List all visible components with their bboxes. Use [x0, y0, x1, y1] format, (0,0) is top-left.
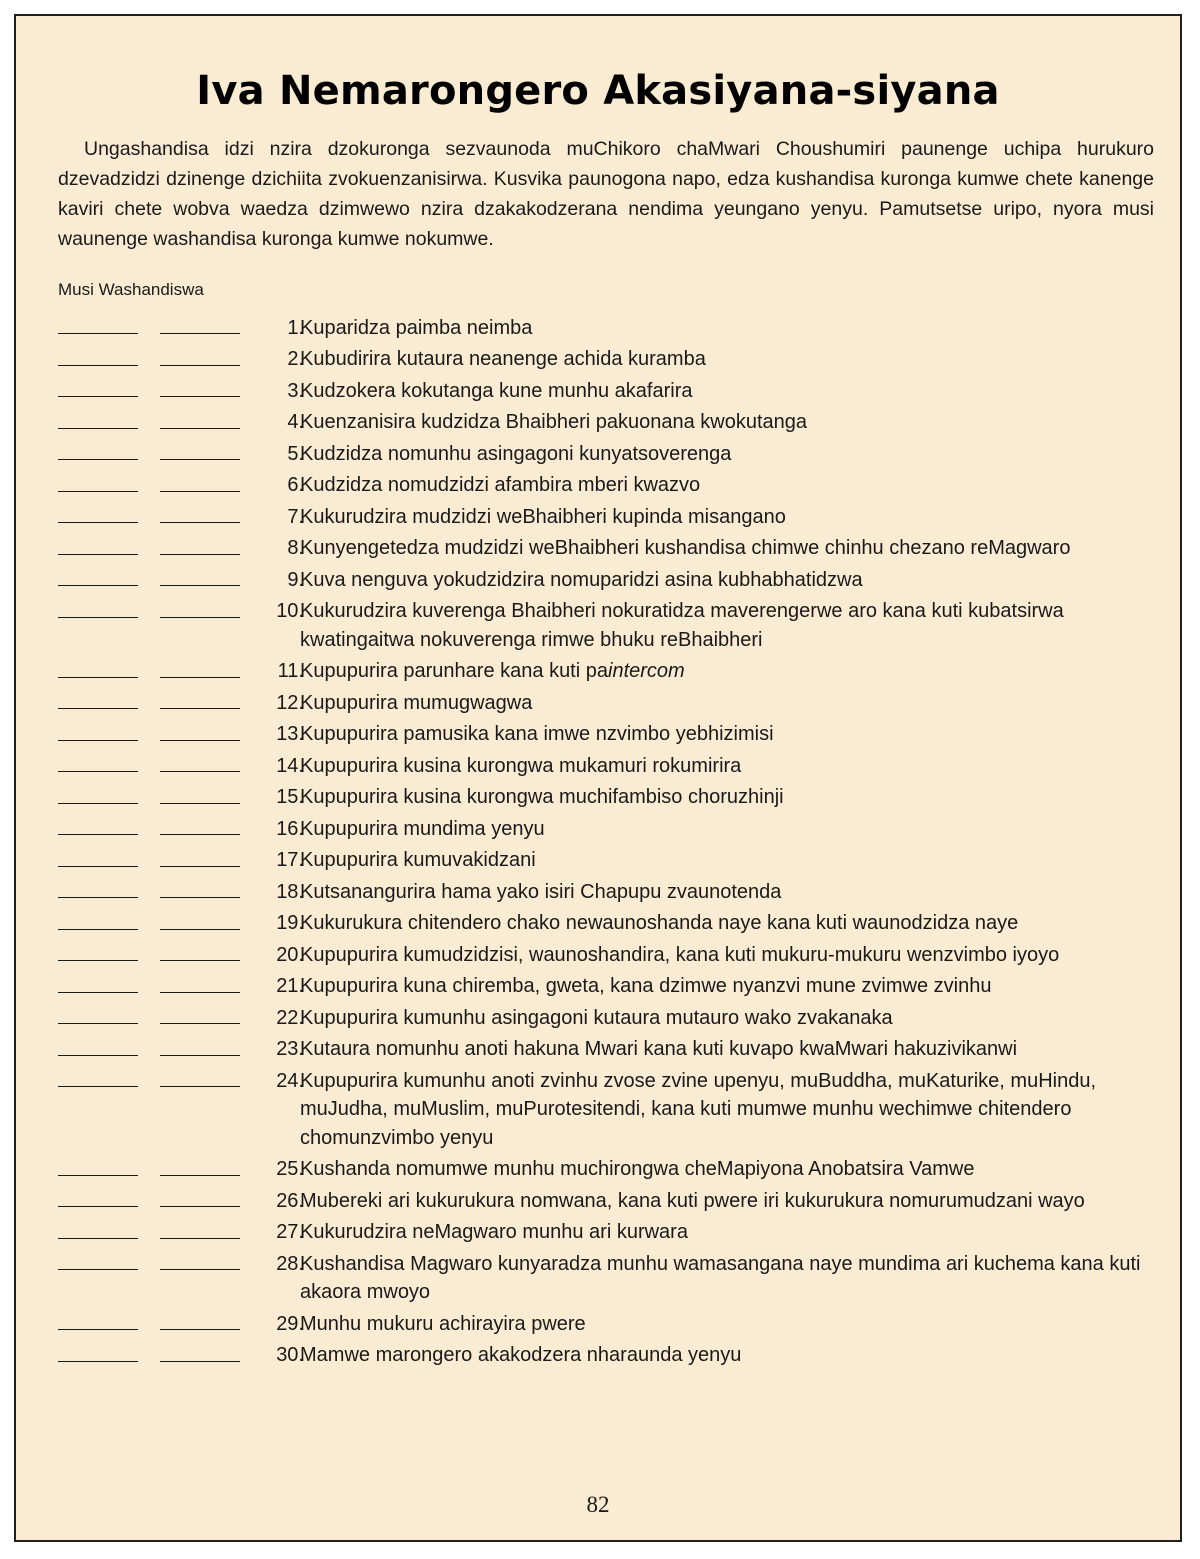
date-blank-line[interactable] — [160, 365, 240, 366]
item-text: Kupupurira kuna chiremba, gweta, kana dzimwe nyanzvi mune zvimwe zvinhu — [300, 975, 992, 997]
item-text: Kuparidza paimba neimba — [300, 316, 533, 339]
list-item — [58, 1065, 1168, 1154]
date-blank-line[interactable] — [160, 1206, 240, 1207]
item-text: Kupupurira mundima yenyu — [300, 817, 545, 840]
page-frame — [14, 14, 1182, 1542]
item-text — [300, 657, 1168, 686]
date-blank-line[interactable] — [160, 803, 240, 804]
item-number: 23. — [276, 1038, 304, 1060]
date-blank-line[interactable] — [160, 1175, 240, 1176]
date-blank-line[interactable] — [160, 1055, 240, 1056]
date-blank-line[interactable] — [58, 333, 138, 334]
item-number: 28. — [276, 1252, 304, 1275]
item-number: 18. — [276, 880, 304, 903]
item-number: 27. — [276, 1221, 304, 1243]
item-number: 26. — [276, 1189, 304, 1212]
date-blank-line[interactable] — [58, 1269, 138, 1270]
date-blank-line[interactable] — [58, 708, 138, 709]
item-number: 21. — [276, 975, 304, 997]
date-blank-line[interactable] — [160, 522, 240, 523]
date-blank-line[interactable] — [160, 708, 240, 709]
item-text: Kupupurira mumugwagwa — [300, 691, 533, 714]
date-blank-line[interactable] — [160, 617, 240, 618]
date-blank-line[interactable] — [58, 740, 138, 741]
item-text: Kutsanangurira hama yako isiri Chapupu zvaunotenda — [300, 880, 782, 903]
item-text: Kukurudzira kuverenga Bhaibheri nokuratidza maverengerwe aro kana kuti kubatsirwa kwatingaitwa nokuverenga rimwe bhuku reBhaibheri — [300, 600, 1064, 651]
list-item — [58, 1340, 1168, 1372]
list-item — [58, 564, 1168, 596]
list-item — [58, 908, 1168, 940]
list-item — [58, 782, 1168, 814]
date-blank-line[interactable] — [160, 396, 240, 397]
item-number: 9. — [287, 568, 304, 591]
item-number: 11. — [277, 660, 304, 682]
list-item — [58, 1248, 1168, 1308]
arrangement-list — [58, 312, 1168, 1371]
page-title: Iva Nemarongero Akasiyana-siyana — [196, 68, 1000, 114]
list-item — [58, 1185, 1168, 1217]
item-text-italic: intercom — [608, 660, 685, 682]
date-blank-line[interactable] — [160, 960, 240, 961]
date-blank-line[interactable] — [58, 803, 138, 804]
item-text: Kutaura nomunhu anoti hakuna Mwari kana kuti kuvapo kwaMwari hakuzivikanwi — [300, 1038, 1018, 1060]
list-item — [58, 533, 1168, 565]
date-blank-line[interactable] — [58, 771, 138, 772]
date-blank-line[interactable] — [58, 491, 138, 492]
item-text: Kupupurira kusina kurongwa muchifambiso choruzhinji — [300, 786, 784, 808]
date-blank-line[interactable] — [58, 1206, 138, 1207]
list-item — [58, 719, 1168, 751]
date-blank-line[interactable] — [58, 677, 138, 678]
list-item — [58, 845, 1168, 877]
item-number: 13. — [276, 723, 304, 745]
date-blank-line[interactable] — [58, 960, 138, 961]
item-text: Kukurukura chitendero chako newaunoshanda naye kana kuti waunodzidza naye — [300, 912, 1019, 934]
item-text: Kubudirira kutaura neanenge achida kuramba — [300, 348, 706, 370]
date-blank-line[interactable] — [58, 459, 138, 460]
item-text: Kukurudzira mudzidzi weBhaibheri kupinda misangano — [300, 505, 786, 528]
list-item — [58, 344, 1168, 376]
item-text: Mubereki ari kukurukura nomwana, kana kuti pwere iri kukurukura nomurumudzani wayo — [300, 1189, 1085, 1212]
date-blank-line[interactable] — [58, 929, 138, 930]
date-blank-line[interactable] — [160, 585, 240, 586]
date-blank-line[interactable] — [160, 771, 240, 772]
date-blank-line[interactable] — [160, 897, 240, 898]
date-blank-line[interactable] — [160, 554, 240, 555]
list-item — [58, 312, 1168, 344]
list-item — [58, 375, 1168, 407]
item-text: Kuva nenguva yokudzidzira nomuparidzi asina kubhabhatidzwa — [300, 568, 863, 591]
item-number: 30. — [276, 1344, 304, 1366]
item-text: Kupupurira kusina kurongwa mukamuri rokumirira — [300, 754, 742, 777]
date-used-column-header: Musi Washandiswa — [58, 280, 204, 299]
date-blank-line[interactable] — [160, 992, 240, 993]
item-text-plain: Kupupurira parunhare kana kuti pa — [300, 660, 608, 682]
date-blank-line[interactable] — [58, 1175, 138, 1176]
list-item — [58, 1217, 1168, 1249]
item-number: 19. — [276, 912, 304, 934]
date-blank-line[interactable] — [160, 929, 240, 930]
date-blank-line[interactable] — [160, 1238, 240, 1239]
item-number: 16. — [276, 817, 304, 840]
item-number: 1. — [287, 316, 304, 339]
item-text: Kuenzanisira kudzidza Bhaibheri pakuonana kwokutanga — [300, 411, 808, 433]
item-number: 22. — [276, 1006, 304, 1029]
date-blank-line[interactable] — [160, 866, 240, 867]
item-text: Kudzidza nomunhu asingagoni kunyatsoverenga — [300, 442, 732, 465]
item-text: Kushanda nomumwe munhu muchirongwa cheMapiyona Anobatsira Vamwe — [300, 1158, 975, 1180]
date-blank-line[interactable] — [58, 866, 138, 867]
date-blank-line[interactable] — [160, 677, 240, 678]
date-blank-line[interactable] — [58, 1361, 138, 1362]
date-blank-line[interactable] — [160, 1086, 240, 1087]
item-number: 20. — [276, 943, 304, 966]
date-blank-line[interactable] — [58, 1238, 138, 1239]
item-text: Kudzokera kokutanga kune munhu akafarira — [300, 379, 693, 402]
item-number: 5. — [287, 442, 304, 465]
list-item — [58, 939, 1168, 971]
date-blank-line[interactable] — [58, 585, 138, 586]
list-item — [58, 1034, 1168, 1066]
list-item — [58, 596, 1168, 656]
date-blank-line[interactable] — [58, 1023, 138, 1024]
list-item — [58, 876, 1168, 908]
item-number: 15. — [276, 786, 304, 808]
item-number: 8. — [287, 537, 304, 559]
list-item — [58, 687, 1168, 719]
item-text: Kupupurira kumunhu anoti zvinhu zvose zvine upenyu, muBuddha, muKaturike, muHindu, muJudha, muMuslim, muPurotesitendi, kana kuti mumwe munhu wechimwe chitendero chomunzvimbo yenyu — [300, 1069, 1097, 1149]
date-blank-line[interactable] — [58, 554, 138, 555]
item-number: 25. — [276, 1158, 304, 1180]
list-item — [58, 750, 1168, 782]
list-item — [58, 470, 1168, 502]
date-blank-line[interactable] — [58, 365, 138, 366]
date-blank-line[interactable] — [58, 522, 138, 523]
item-text: Mamwe marongero akakodzera nharaunda yenyu — [300, 1344, 742, 1366]
item-text: Kupupurira kumudzidzisi, waunoshandira, kana kuti mukuru-mukuru wenzvimbo iyoyo — [300, 943, 1060, 966]
item-text: Kushandisa Magwaro kunyaradza munhu wamasangana naye mundima ari kuchema kana kuti akaora mwoyo — [300, 1252, 1141, 1303]
date-blank-line[interactable] — [160, 428, 240, 429]
date-blank-line[interactable] — [160, 333, 240, 334]
list-item — [58, 501, 1168, 533]
list-item — [58, 1002, 1168, 1034]
item-number: 10. — [276, 600, 304, 622]
date-blank-line[interactable] — [58, 617, 138, 618]
item-text: Kupupurira pamusika kana imwe nzvimbo yebhizimisi — [300, 723, 774, 745]
list-item — [58, 656, 1168, 688]
list-item — [58, 813, 1168, 845]
date-blank-line[interactable] — [58, 992, 138, 993]
item-text: Kupupurira kumunhu asingagoni kutaura mutauro wako zvakanaka — [300, 1006, 893, 1029]
item-number: 12. — [276, 691, 304, 714]
date-blank-line[interactable] — [160, 740, 240, 741]
date-blank-line[interactable] — [58, 428, 138, 429]
item-number: 24. — [276, 1069, 304, 1092]
date-blank-line[interactable] — [58, 396, 138, 397]
item-number: 14. — [276, 754, 304, 777]
list-item — [58, 1308, 1168, 1340]
intro-paragraph: Ungashandisa idzi nzira dzokuronga sezvaunoda muChikoro chaMwari Choushumiri paunenge uchipa hurukuro dzevadzidzi dzinenge dzichiita zvokuenzanisirwa. Kusvika paunogona napo, edza kushandisa kuronga kumwe chete kanenge kaviri chete wobva waedza dzimwewo nzira dzakakodzerana nendima yeungano yenyu. Pamutsetse uripo, nyora musi waunenge washandisa kuronga kumwe nokumwe. — [58, 138, 1154, 250]
item-text: Kudzidza nomudzidzi afambira mberi kwazvo — [300, 474, 701, 496]
list-item — [58, 407, 1168, 439]
list-item — [58, 1154, 1168, 1186]
date-blank-line[interactable] — [160, 459, 240, 460]
item-text: Kupupurira kumuvakidzani — [300, 849, 536, 871]
date-blank-line[interactable] — [58, 1055, 138, 1056]
item-text: Kunyengetedza mudzidzi weBhaibheri kushandisa chimwe chinhu chezano reMagwaro — [300, 537, 1071, 559]
date-blank-line[interactable] — [160, 834, 240, 835]
item-text: Kukurudzira neMagwaro munhu ari kurwara — [300, 1221, 688, 1243]
item-number: 7. — [287, 505, 304, 528]
item-text: Munhu mukuru achirayira pwere — [300, 1312, 586, 1335]
date-blank-line[interactable] — [160, 1361, 240, 1362]
item-number: 4. — [287, 411, 304, 433]
date-blank-line[interactable] — [160, 491, 240, 492]
list-item — [58, 438, 1168, 470]
date-blank-line[interactable] — [58, 834, 138, 835]
page-number: 82 — [586, 1492, 610, 1517]
item-number: 6. — [287, 474, 304, 496]
date-blank-line[interactable] — [160, 1329, 240, 1330]
item-number: 3. — [287, 379, 304, 402]
item-number: 29. — [276, 1312, 304, 1335]
date-blank-line[interactable] — [160, 1269, 240, 1270]
date-blank-line[interactable] — [58, 1086, 138, 1087]
date-blank-line[interactable] — [58, 1329, 138, 1330]
list-item — [58, 971, 1168, 1003]
item-number: 2. — [287, 348, 304, 370]
date-blank-line[interactable] — [58, 897, 138, 898]
date-blank-line[interactable] — [160, 1023, 240, 1024]
item-number: 17. — [276, 849, 304, 871]
